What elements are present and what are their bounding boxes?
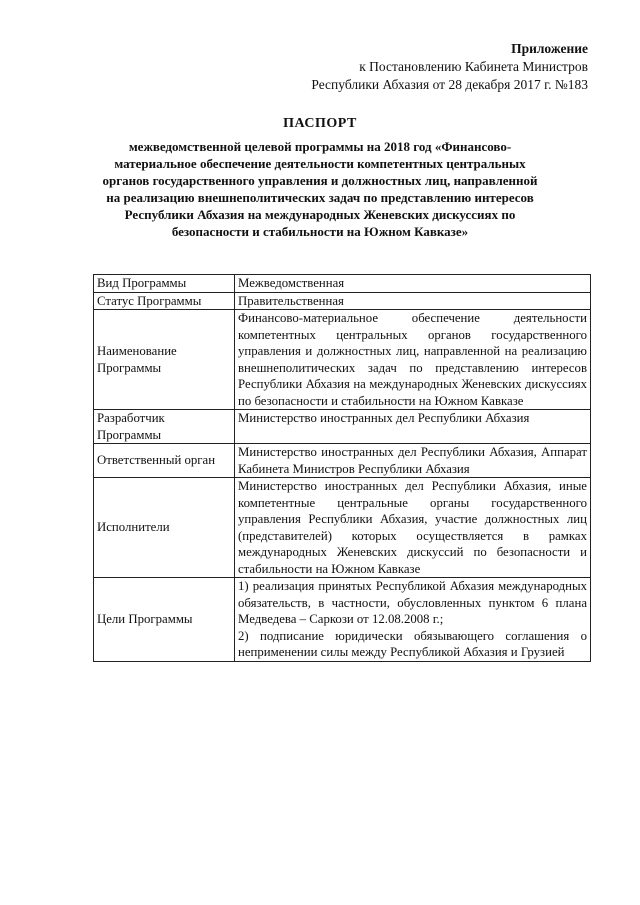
row-label: Разработчик Программы — [94, 410, 235, 444]
row-label: Исполнители — [94, 478, 235, 578]
row-value: Министерство иностранных дел Республики Абхазия, Аппарат Кабинета Министров Республики Абхазия — [235, 444, 591, 478]
table-row — [94, 478, 591, 578]
table-row — [94, 578, 591, 662]
appendix-title: Приложение — [511, 41, 588, 56]
row-value: Межведомственная — [235, 275, 591, 293]
table-row — [94, 292, 591, 310]
document-title: ПАСПОРТ — [283, 116, 357, 131]
goal-item-2: 2) подписание юридически обязывающего соглашения о неприменении силы между Республикой Абхазия и Грузией — [238, 628, 587, 659]
row-label: Цели Программы — [94, 578, 235, 662]
table-row — [94, 310, 591, 410]
goal-item-1: 1) реализация принятых Республикой Абхазия международных обязательств, в частности, обусловленных пунктом 6 плана Медведева – Саркози от 12.08.2008 г.; — [238, 579, 587, 626]
row-value: Министерство иностранных дел Республики Абхазия — [235, 410, 591, 444]
table-row — [94, 410, 591, 444]
row-label: Статус Программы — [94, 292, 235, 310]
passport-table — [93, 274, 591, 662]
table-row — [94, 444, 591, 478]
row-value: Финансово-материальное обеспечение деятельности компетентных центральных органов государственного управления и должностных лиц, направленной на реализацию внешнеполитических задач по представлению интересов Республики Абхазия на международных Женевских дискуссиях по безопасности и стабильности на Южном Кавказе — [235, 310, 591, 410]
row-label: Наименование Программы — [94, 310, 235, 410]
document-subtitle: межведомственной целевой программы на 2018 год «Финансово-материальное обеспечение деятельности компетентных центральных органов государственного управления и должностных лиц, направленной на реализацию внешнеполитических задач по представлению интересов Республики Абхазия на международных Женевских дискуссиях по безопасности и стабильности на Южном Кавказе» — [102, 139, 538, 239]
row-value — [235, 578, 591, 662]
appendix-block — [311, 40, 588, 94]
table-row — [94, 275, 591, 293]
appendix-line-2: Республики Абхазия от 28 декабря 2017 г. №183 — [311, 77, 588, 92]
row-value: Министерство иностранных дел Республики Абхазия, иные компетентные центральные органы государственного управления Республики Абхазия, участие должностных лиц (представителей) которых осуществляется в рамках международных Женевских дискуссий по безопасности и стабильности на Южном Кавказе — [235, 478, 591, 578]
row-label: Вид Программы — [94, 275, 235, 293]
appendix-line-1: к Постановлению Кабинета Министров — [359, 59, 588, 74]
row-value: Правительственная — [235, 292, 591, 310]
row-label: Ответственный орган — [94, 444, 235, 478]
